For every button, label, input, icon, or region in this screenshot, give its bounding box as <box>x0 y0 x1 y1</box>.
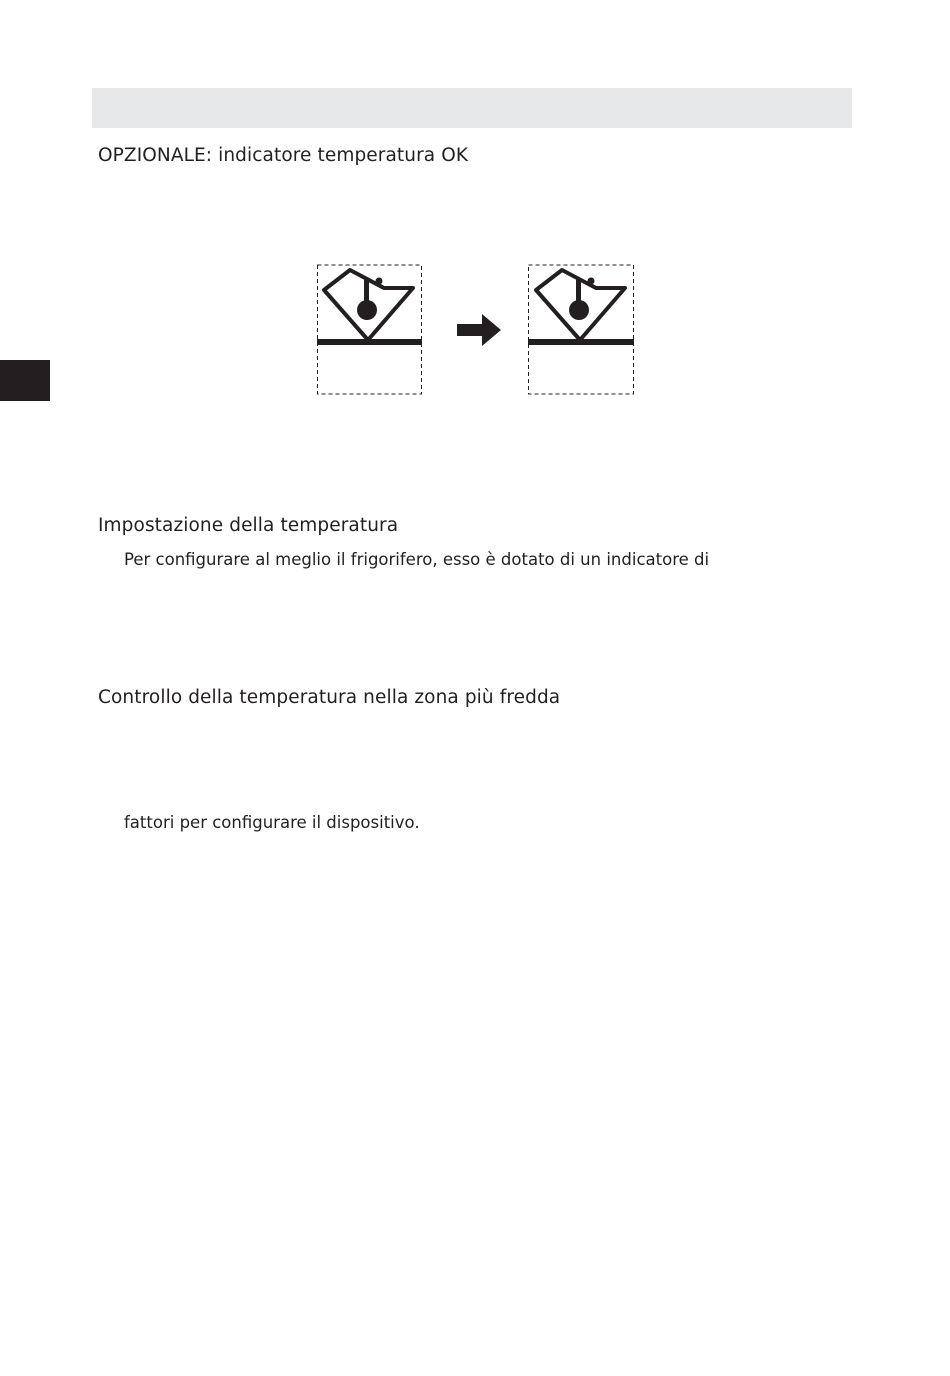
temperature-setting-text: Per configurare al meglio il frigorifero, esso è dotato di un indicatore di <box>124 550 710 569</box>
coldest-zone-control-text: fattori per configurare il dispositivo. <box>124 813 420 832</box>
arrow-right-icon <box>457 314 501 346</box>
indicator-before <box>317 265 422 394</box>
header-band <box>92 88 852 128</box>
heading-optional-indicator: OPZIONALE: indicatore temperatura OK <box>98 145 469 166</box>
indicator-after <box>528 265 634 394</box>
heading-temperature-setting: Impostazione della temperatura <box>98 515 399 536</box>
side-tab-marker <box>0 360 50 401</box>
thermometer-warning-icon <box>536 270 625 340</box>
thermometer-warning-icon <box>324 270 413 340</box>
heading-coldest-zone-control: Controllo della temperatura nella zona più fredda <box>98 687 561 708</box>
temperature-indicator-figure <box>310 258 642 400</box>
